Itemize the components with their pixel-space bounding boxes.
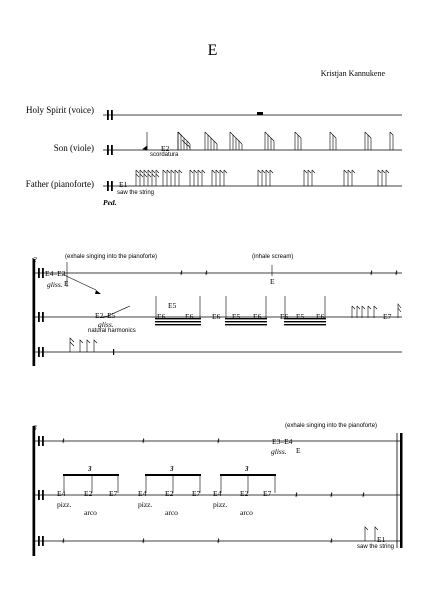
s3-arco-3: arco: [240, 508, 253, 517]
s2-measure-number: 2: [33, 255, 37, 264]
svg-text:𝄽: 𝄽: [62, 537, 65, 547]
s2-viole-n3: E6: [185, 312, 194, 321]
s2-viole-n8: E5: [296, 312, 305, 321]
svg-text:𝄽: 𝄽: [330, 491, 333, 501]
s3-triplet-2: 3: [170, 465, 174, 473]
s2-viole-n10: E7: [383, 312, 392, 321]
s3-triplet-1: 3: [88, 465, 92, 473]
s3-father-technique: saw the string: [357, 544, 395, 550]
s2-voice-low-note: E: [64, 279, 69, 288]
s2-viole-n9: E6: [316, 312, 325, 321]
s3-arco-1: arco: [84, 508, 97, 517]
s2-voice-note-right: E: [270, 277, 275, 286]
s1-father-note: E1: [119, 180, 128, 189]
s2-viole-n1: E6: [157, 312, 166, 321]
s3-g1-n3: E7: [109, 489, 118, 498]
score-title: E: [207, 42, 218, 59]
s2-viole-n5: E5: [232, 312, 241, 321]
s2-viole-n2: E5: [168, 301, 177, 310]
s2-voice-inhale: (inhale scream): [252, 254, 294, 260]
s2-voice-instruction: (exhale singing into the pianoforte): [65, 254, 158, 260]
svg-text:𝄽: 𝄽: [370, 269, 373, 279]
s3-voice-notes: E3–E4: [272, 437, 293, 446]
s2-viole-notes-start: E2–E5: [95, 311, 116, 320]
s3-g3-n1: E4: [213, 489, 222, 498]
svg-text:𝄽: 𝄽: [142, 437, 145, 447]
s3-voice-low-note: E: [296, 446, 301, 455]
s3-g2-n1: E4: [138, 489, 147, 498]
s3-pizz-1: pizz.: [57, 500, 72, 509]
s3-g1-n2: E2: [84, 489, 93, 498]
s2-viole-n6: E6: [253, 312, 262, 321]
s3-pizz-2: pizz.: [138, 500, 153, 509]
svg-text:𝄽: 𝄽: [330, 537, 333, 547]
s3-g3-n2: E2: [240, 489, 249, 498]
s3-g1-n1: E4: [57, 489, 66, 498]
s1-viole-technique: scordatura: [150, 152, 179, 158]
s2-voice-gliss: gliss.: [47, 280, 63, 289]
s3-arco-2: arco: [165, 508, 178, 517]
s1-father-technique: saw the string: [117, 190, 155, 196]
s3-voice-instruction: (exhale singing into the pianoforte): [285, 423, 378, 429]
s1-viole-note: E2: [161, 144, 170, 153]
svg-text:𝄽: 𝄽: [142, 537, 145, 547]
s2-viole-n7: E6: [280, 312, 289, 321]
svg-text:𝄽: 𝄽: [395, 269, 398, 279]
svg-text:𝄽: 𝄽: [217, 437, 220, 447]
s3-g3-n3: E7: [263, 489, 272, 498]
s3-voice-gliss: gliss.: [271, 447, 287, 456]
svg-text:𝄽: 𝄽: [205, 269, 208, 279]
s3-father-note: E1: [377, 535, 386, 544]
s3-g2-n2: E2: [165, 489, 174, 498]
s2-viole-technique: natural harmonics: [88, 328, 136, 334]
instrument-voice: Holy Spirit (voice): [26, 105, 94, 115]
s3-measure-number: 3: [33, 423, 37, 432]
s3-triplet-3: 3: [245, 465, 249, 473]
s3-g2-n3: E7: [192, 489, 201, 498]
svg-text:𝄽: 𝄽: [217, 537, 220, 547]
s2-voice-notes: E4–E3: [45, 269, 66, 278]
composer-name: Kristjan Kannukene: [320, 69, 385, 78]
instrument-pianoforte: Father (pianoforte): [25, 179, 94, 189]
s3-pizz-3: pizz.: [213, 500, 228, 509]
s2-viole-gliss: gliss.: [98, 320, 114, 329]
svg-text:𝄽: 𝄽: [295, 491, 298, 501]
s2-viole-n4: E6: [212, 312, 221, 321]
s1-pedal-mark: Ped.: [103, 198, 117, 207]
svg-text:𝄽: 𝄽: [62, 437, 65, 447]
svg-text:𝄽: 𝄽: [362, 491, 365, 501]
svg-text:𝄽: 𝄽: [180, 269, 183, 279]
instrument-viole: Son (viole): [53, 143, 94, 153]
